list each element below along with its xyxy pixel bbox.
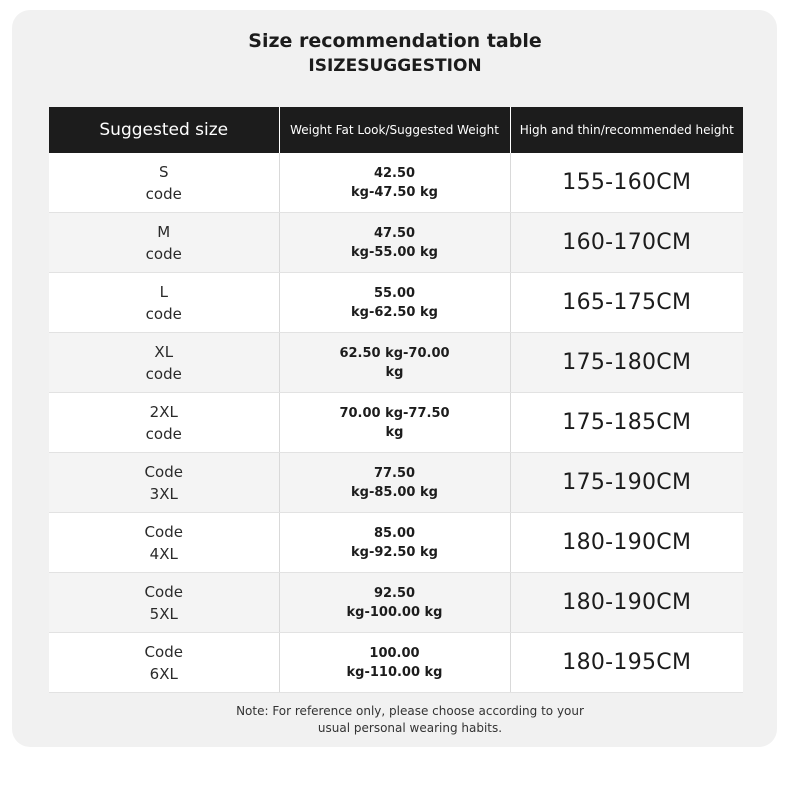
table-row	[49, 393, 743, 453]
weight-range-line: 77.50	[373, 465, 416, 481]
cell-weight-range	[279, 273, 510, 333]
cell-size-code	[49, 633, 279, 693]
cell-weight-range	[279, 633, 510, 693]
size-code-line: Code	[144, 462, 183, 481]
header-height: High and thin/recommended height	[510, 107, 743, 153]
note-line: usual personal wearing habits.	[317, 721, 503, 735]
cell-height-range: 180-195CM	[510, 633, 743, 693]
weight-range-line: kg-62.50 kg	[351, 304, 438, 320]
weight-range-line: 100.00	[369, 645, 420, 661]
weight-range-line: 42.50	[373, 165, 416, 181]
weight-range-line: 85.00	[373, 525, 416, 541]
size-code-line: Code	[144, 642, 183, 661]
table-row	[49, 513, 743, 573]
weight-range-line: 92.50	[373, 585, 416, 601]
reference-note	[0, 703, 790, 737]
cell-size-code	[49, 273, 279, 333]
cell-height-range: 180-190CM	[510, 573, 743, 633]
cell-size-code	[49, 393, 279, 453]
size-code-line: L	[159, 282, 168, 301]
size-code-line: 6XL	[149, 664, 178, 683]
page-subtitle: ISIZESUGGESTION	[308, 56, 482, 76]
size-code-line: Code	[144, 582, 183, 601]
size-code-line: code	[145, 364, 182, 383]
weight-range-line: kg-47.50 kg	[351, 184, 438, 200]
cell-height-range: 165-175CM	[510, 273, 743, 333]
table-row	[49, 453, 743, 513]
cell-weight-range	[279, 573, 510, 633]
cell-size-code	[49, 213, 279, 273]
size-code-line: 5XL	[149, 604, 178, 623]
size-code-line: code	[145, 184, 182, 203]
weight-range-line: kg-85.00 kg	[351, 484, 438, 500]
cell-size-code	[49, 573, 279, 633]
table-header-row	[49, 107, 743, 153]
cell-height-range: 175-180CM	[510, 333, 743, 393]
weight-range-line: kg	[385, 364, 404, 380]
page-title: Size recommendation table	[248, 30, 542, 52]
cell-height-range: 155-160CM	[510, 153, 743, 213]
cell-height-range: 180-190CM	[510, 513, 743, 573]
size-code-line: 3XL	[149, 484, 178, 503]
weight-range-line: 62.50 kg-70.00	[339, 345, 450, 361]
weight-range-line: 70.00 kg-77.50	[339, 405, 450, 421]
cell-height-range: 160-170CM	[510, 213, 743, 273]
size-code-line: Code	[144, 522, 183, 541]
weight-range-line: kg-55.00 kg	[351, 244, 438, 260]
weight-range-line: kg	[385, 424, 404, 440]
table-row	[49, 333, 743, 393]
size-code-line: 4XL	[149, 544, 178, 563]
size-code-line: M	[157, 222, 171, 241]
note-line: Note: For reference only, please choose according to your	[236, 704, 584, 718]
weight-range-line: kg-100.00 kg	[346, 604, 443, 620]
size-code-line: code	[145, 424, 182, 443]
cell-height-range: 175-185CM	[510, 393, 743, 453]
cell-size-code	[49, 153, 279, 213]
weight-range-line: kg-110.00 kg	[346, 664, 443, 680]
weight-range-line: 47.50	[373, 225, 416, 241]
size-code-line: code	[145, 244, 182, 263]
cell-size-code	[49, 513, 279, 573]
cell-weight-range	[279, 393, 510, 453]
cell-height-range: 175-190CM	[510, 453, 743, 513]
table-row	[49, 633, 743, 693]
cell-weight-range	[279, 513, 510, 573]
size-table	[49, 107, 743, 693]
size-code-line: code	[145, 304, 182, 323]
table-row	[49, 273, 743, 333]
size-code-line: 2XL	[149, 402, 178, 421]
table-row	[49, 213, 743, 273]
size-code-line: S	[158, 162, 169, 181]
header-weight: Weight Fat Look/Suggested Weight	[279, 107, 510, 153]
cell-weight-range	[279, 153, 510, 213]
cell-weight-range	[279, 213, 510, 273]
table-row	[49, 153, 743, 213]
cell-weight-range	[279, 333, 510, 393]
header-suggested-size: Suggested size	[49, 107, 279, 153]
cell-size-code	[49, 453, 279, 513]
size-code-line: XL	[154, 342, 174, 361]
cell-weight-range	[279, 453, 510, 513]
weight-range-line: kg-92.50 kg	[351, 544, 438, 560]
cell-size-code	[49, 333, 279, 393]
table-row	[49, 573, 743, 633]
weight-range-line: 55.00	[373, 285, 416, 301]
